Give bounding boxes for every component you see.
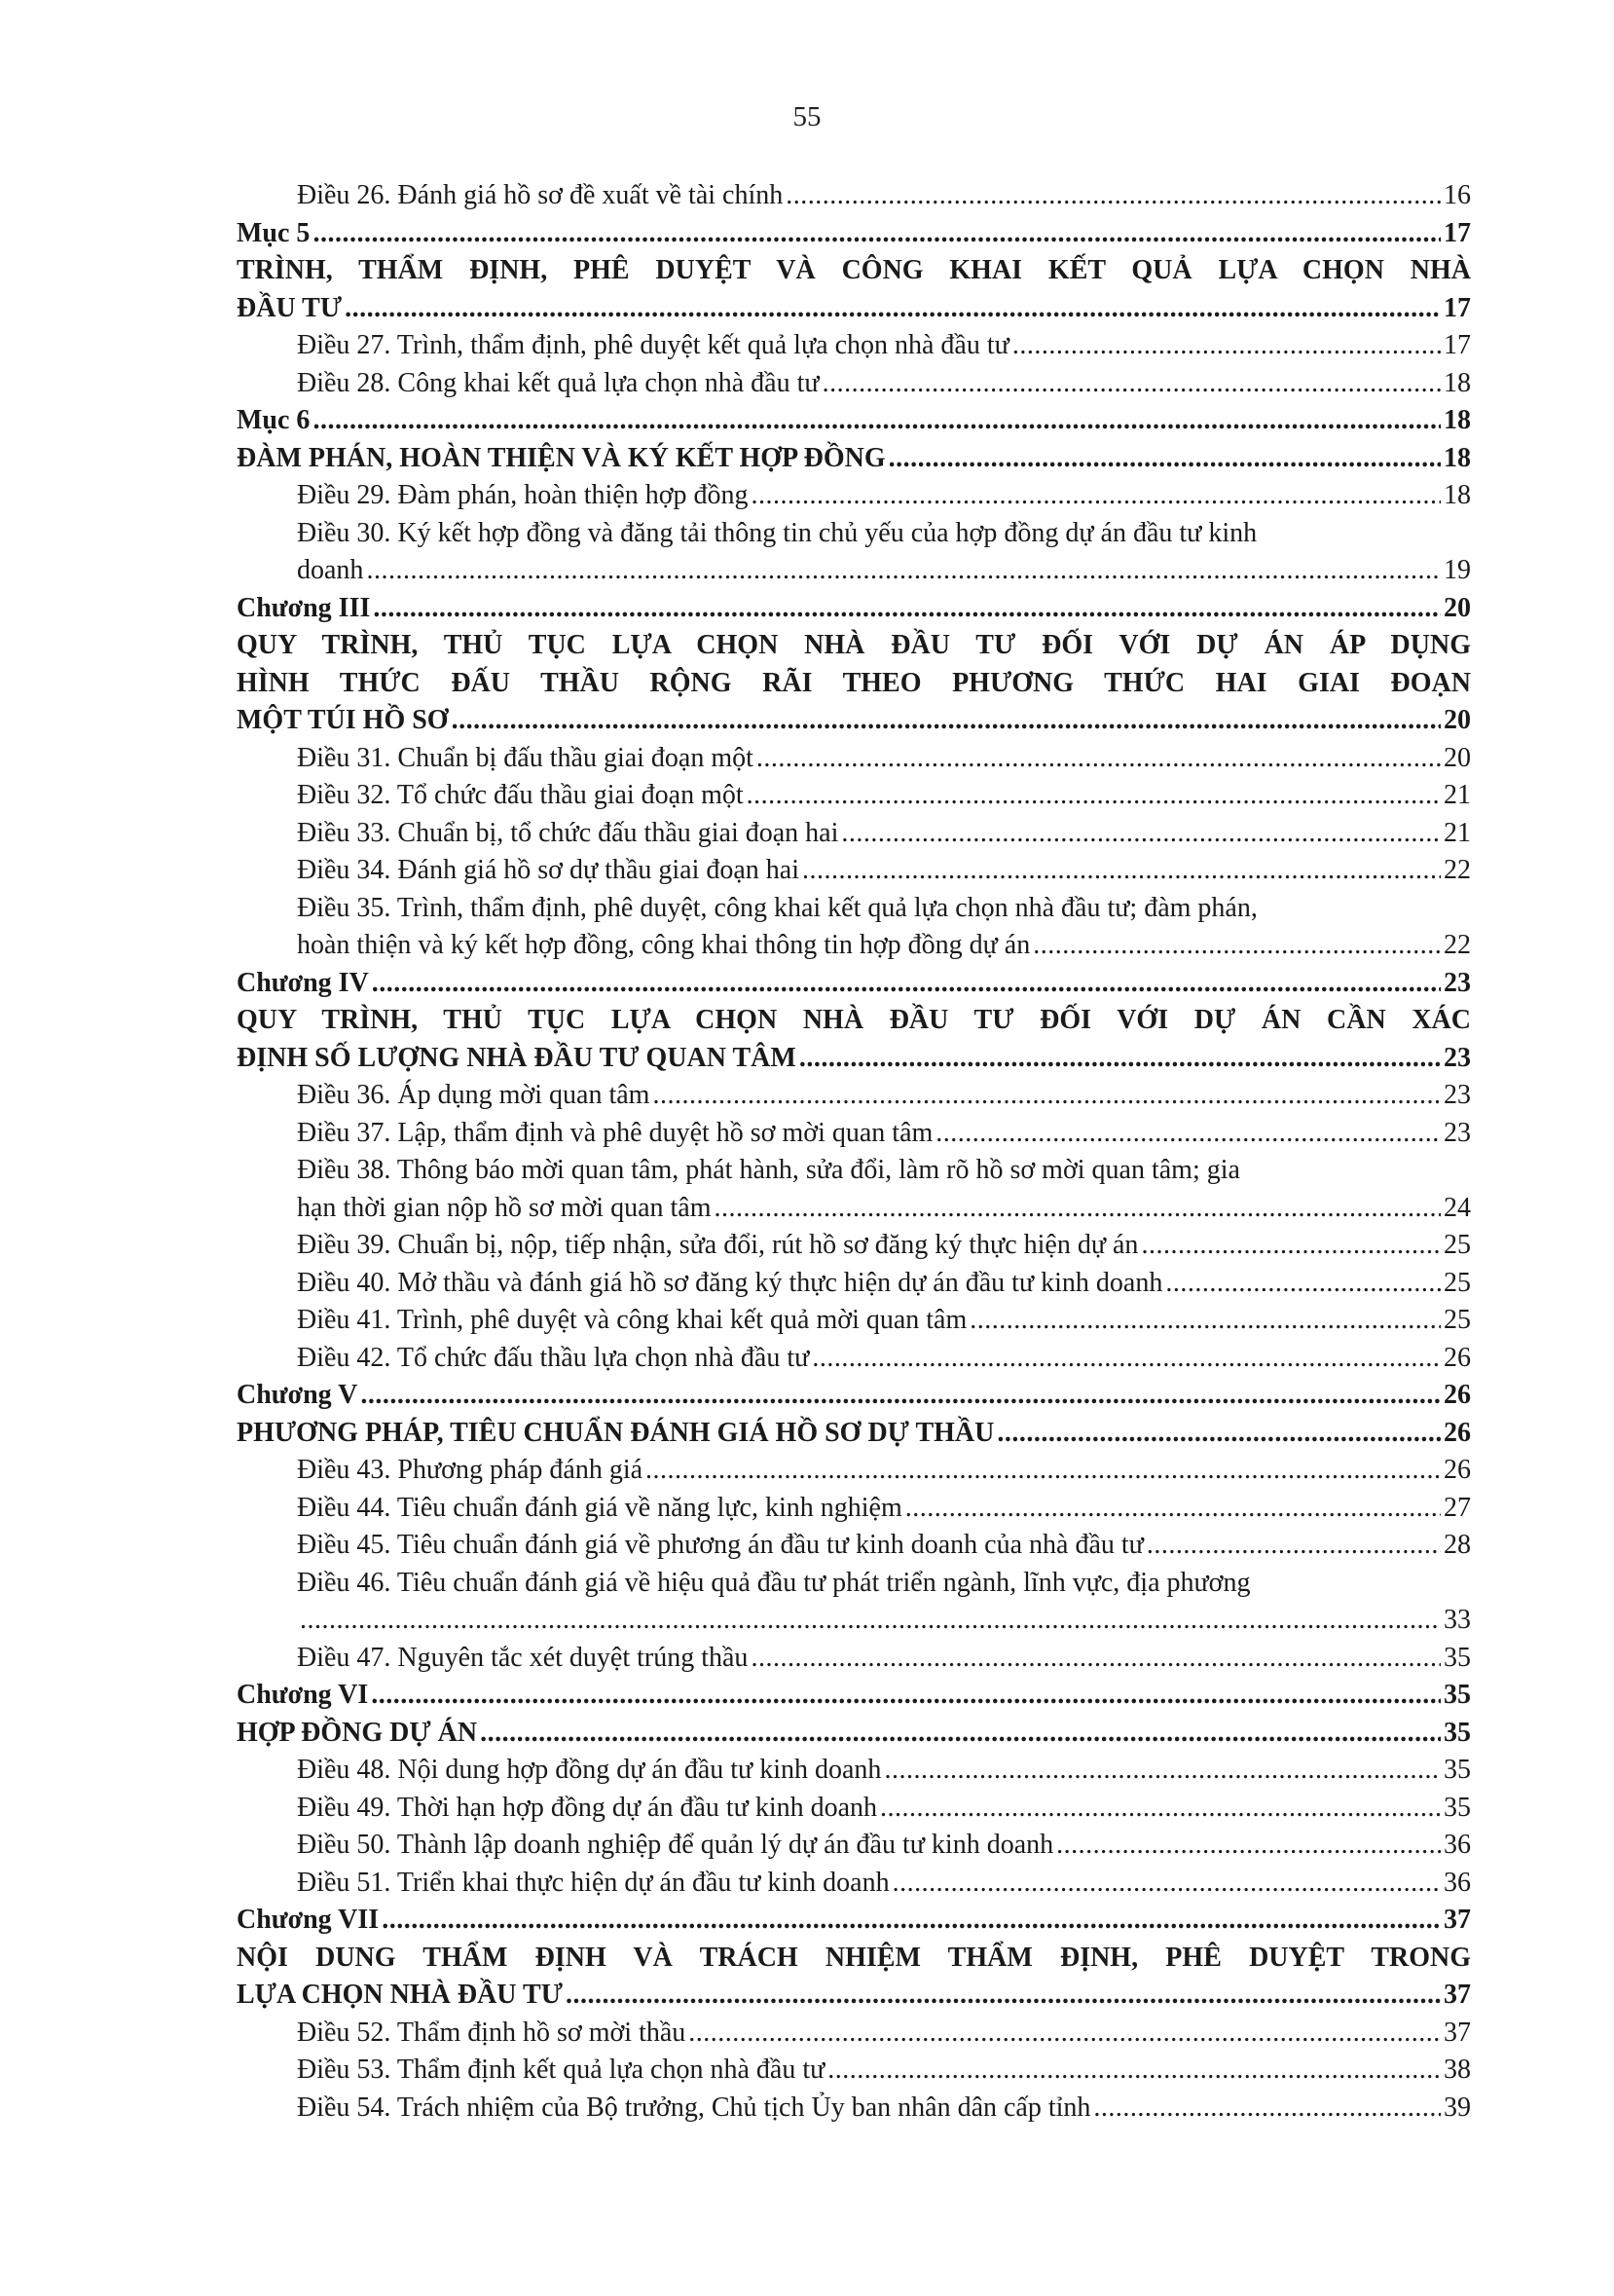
dot-leader: [372, 965, 1441, 1003]
toc-page-number: 26: [1444, 1380, 1471, 1410]
toc-heading-entry: [237, 1902, 1471, 1940]
toc-article-entry: [237, 477, 1471, 515]
toc-entry-text: Điều 50. Thành lập doanh nghiệp để quản lý dự án đầu tư kinh doanh: [297, 1830, 1054, 1860]
dot-leader: [756, 740, 1441, 778]
toc-entry-text: Điều 51. Triển khai thực hiện dự án đầu tư kinh doanh: [297, 1867, 890, 1898]
toc-page-number: 25: [1444, 1305, 1471, 1335]
dot-leader: [382, 1902, 1441, 1940]
toc-article-entry: [237, 1340, 1471, 1378]
toc-article-entry: [237, 1190, 1471, 1228]
toc-heading-entry: [237, 1677, 1471, 1715]
toc-entry-text: Điều 30. Ký kết hợp đồng và đăng tải thông tin chủ yếu của hợp đồng dự án đầu tư kinh: [297, 517, 1258, 548]
dot-leader: [480, 1715, 1441, 1753]
toc-entry-text: Mục 5: [237, 217, 311, 248]
toc-page-number: 37: [1444, 1980, 1471, 2010]
toc-article-entry: [237, 1527, 1471, 1565]
toc-heading-entry: [237, 590, 1471, 628]
dot-leader: [1056, 1827, 1441, 1865]
dot-leader: [841, 815, 1441, 853]
toc-article-entry: [237, 777, 1471, 815]
toc-article-entry: [237, 327, 1471, 365]
dot-leader: [799, 1040, 1441, 1078]
toc-article-entry: [237, 177, 1471, 215]
toc-entry-text: NỘI DUNG THẨM ĐỊNH VÀ TRÁCH NHIỆM THẨM ĐỊNH, PHÊ DUYỆT TRONG: [237, 1942, 1471, 1973]
dot-leader: [889, 440, 1441, 478]
toc-heading-line: [237, 890, 1471, 928]
toc-article-entry: [237, 815, 1471, 853]
toc-article-entry: [237, 1302, 1471, 1340]
toc-entry-text: Điều 42. Tổ chức đấu thầu lựa chọn nhà đầu tư: [297, 1342, 810, 1373]
toc-article-entry: [237, 1490, 1471, 1528]
toc-page-number: 26: [1444, 1342, 1471, 1373]
dot-leader: [997, 1415, 1441, 1453]
toc-page-number: 38: [1444, 2055, 1471, 2085]
toc-entry-text: Mục 6: [237, 405, 311, 435]
toc-heading-line: [237, 1002, 1471, 1040]
dot-leader: [827, 2052, 1441, 2090]
dot-leader: [645, 1452, 1441, 1490]
toc-page-number: 18: [1444, 480, 1471, 510]
toc-page-number: 37: [1444, 1905, 1471, 1935]
toc-page-number: 18: [1444, 442, 1471, 473]
toc-entry-text: HỢP ĐỒNG DỰ ÁN: [237, 1717, 478, 1748]
toc-page-number: 19: [1444, 555, 1471, 585]
toc-entry-text: Điều 53. Thẩm định kết quả lựa chọn nhà đầu tư: [297, 2055, 825, 2085]
dot-leader: [893, 1865, 1441, 1903]
toc-page-number: 35: [1444, 1792, 1471, 1823]
toc-page-number: 18: [1444, 367, 1471, 398]
toc-entry-text: Điều 43. Phương pháp đánh giá: [297, 1455, 643, 1485]
toc-heading-line: [237, 627, 1471, 665]
toc-entry-text: Điều 44. Tiêu chuẩn đánh giá về năng lực, kinh nghiệm: [297, 1492, 902, 1523]
toc-article-entry: [237, 1115, 1471, 1153]
dot-leader: [905, 1490, 1441, 1528]
toc-entry-text: Chương III: [237, 592, 371, 623]
toc-page-number: 35: [1444, 1755, 1471, 1785]
toc-page-number: 35: [1444, 1642, 1471, 1673]
toc-page-number: 23: [1444, 1042, 1471, 1073]
dot-leader: [373, 590, 1441, 628]
dot-leader: [802, 852, 1441, 890]
toc-heading-entry: [237, 1040, 1471, 1078]
dot-leader: [345, 290, 1441, 328]
toc-article-entry: [237, 1752, 1471, 1790]
dot-leader: [880, 1790, 1441, 1828]
dot-leader: [312, 215, 1441, 253]
dot-leader: [751, 1640, 1441, 1678]
dot-leader: [452, 702, 1441, 740]
toc-article-entry: [237, 2015, 1471, 2053]
toc-article-entry: [237, 1602, 1471, 1640]
toc-page-number: 28: [1444, 1530, 1471, 1560]
toc-article-entry: [237, 1452, 1471, 1490]
toc-page-number: 21: [1444, 817, 1471, 848]
dot-leader: [884, 1752, 1441, 1790]
toc-page-number: 17: [1444, 330, 1471, 360]
toc-article-entry: [237, 2090, 1471, 2128]
page-number: 55: [792, 101, 822, 132]
toc-entry-text: doanh: [297, 555, 364, 585]
toc-page-number: 20: [1444, 705, 1471, 735]
toc-entry-text: QUY TRÌNH, THỦ TỤC LỰA CHỌN NHÀ ĐẦU TƯ ĐỐI VỚI DỰ ÁN CẦN XÁC: [237, 1005, 1471, 1035]
dot-leader: [688, 2015, 1441, 2053]
toc-article-entry: [237, 927, 1471, 965]
dot-leader: [970, 1302, 1441, 1340]
toc-article-entry: [237, 852, 1471, 890]
toc-article-entry: [237, 365, 1471, 403]
toc-page-number: 27: [1444, 1492, 1471, 1523]
toc-article-entry: [237, 1640, 1471, 1678]
toc-entry-text: Điều 35. Trình, thẩm định, phê duyệt, công khai kết quả lựa chọn nhà đầu tư; đàm phán,: [297, 892, 1258, 923]
dot-leader: [360, 1377, 1441, 1415]
dot-leader: [300, 1602, 1441, 1640]
toc-page-number: 22: [1444, 855, 1471, 885]
toc-article-entry: [237, 1865, 1471, 1903]
toc-heading-entry: [237, 402, 1471, 440]
toc-entry-text: Điều 32. Tổ chức đấu thầu giai đoạn một: [297, 780, 744, 810]
toc-entry-text: QUY TRÌNH, THỦ TỤC LỰA CHỌN NHÀ ĐẦU TƯ ĐỐI VỚI DỰ ÁN ÁP DỤNG: [237, 630, 1471, 660]
toc-page-number: 26: [1444, 1455, 1471, 1485]
dot-leader: [1033, 927, 1441, 965]
toc-page-number: 36: [1444, 1867, 1471, 1898]
toc-heading-entry: [237, 1377, 1471, 1415]
toc-article-entry: [237, 1790, 1471, 1828]
dot-leader: [1093, 2090, 1441, 2128]
toc-article-entry: [237, 740, 1471, 778]
toc-entry-text: ĐỊNH SỐ LƯỢNG NHÀ ĐẦU TƯ QUAN TÂM: [237, 1042, 796, 1073]
toc-page-number: 36: [1444, 1830, 1471, 1860]
toc-entry-text: Điều 29. Đàm phán, hoàn thiện hợp đồng: [297, 480, 749, 510]
toc-page-number: 35: [1444, 1717, 1471, 1748]
toc-entry-text: PHƯƠNG PHÁP, TIÊU CHUẨN ĐÁNH GIÁ HỒ SƠ DỰ THẦU: [237, 1417, 995, 1448]
toc-entry-text: TRÌNH, THẨM ĐỊNH, PHÊ DUYỆT VÀ CÔNG KHAI KẾT QUẢ LỰA CHỌN NHÀ: [237, 255, 1471, 285]
toc-page-number: 39: [1444, 2092, 1471, 2123]
toc-entry-text: Điều 26. Đánh giá hồ sơ đề xuất về tài chính: [297, 180, 784, 210]
toc-entry-text: Điều 37. Lập, thẩm định và phê duyệt hồ sơ mời quan tâm: [297, 1117, 934, 1148]
toc-entry-text: ĐẦU TƯ: [237, 292, 343, 323]
toc-heading-entry: [237, 290, 1471, 328]
toc-article-entry: [237, 552, 1471, 590]
toc-entry-text: Điều 31. Chuẩn bị đấu thầu giai đoạn một: [297, 742, 753, 773]
toc-heading-line: [237, 665, 1471, 703]
toc-entry-text: Điều 34. Đánh giá hồ sơ dự thầu giai đoạn hai: [297, 855, 799, 885]
toc-entry-text: Điều 40. Mở thầu và đánh giá hồ sơ đăng ký thực hiện dự án đầu tư kinh doanh: [297, 1267, 1163, 1298]
toc-entry-text: Điều 52. Thẩm định hồ sơ mời thầu: [297, 2017, 686, 2048]
toc-entry-text: Điều 49. Thời hạn hợp đồng dự án đầu tư kinh doanh: [297, 1792, 878, 1823]
toc-heading-line: [237, 1565, 1471, 1603]
toc-entry-text: hoàn thiện và ký kết hợp đồng, công khai thông tin hợp đồng dự án: [297, 930, 1031, 960]
toc-entry-text: Chương IV: [237, 967, 369, 998]
toc-page-number: 33: [1444, 1605, 1471, 1635]
toc-page-number: 20: [1444, 592, 1471, 623]
toc-page-number: 22: [1444, 930, 1471, 960]
dot-leader: [747, 777, 1441, 815]
toc-heading-entry: [237, 965, 1471, 1003]
toc-entry-text: Điều 27. Trình, thẩm định, phê duyệt kết quả lựa chọn nhà đầu tư: [297, 330, 1009, 360]
toc-article-entry: [237, 1265, 1471, 1303]
dot-leader: [1012, 327, 1441, 365]
toc-entry-text: Chương V: [237, 1380, 358, 1410]
toc-article-entry: [237, 1077, 1471, 1115]
toc-page-number: 20: [1444, 742, 1471, 773]
toc-heading-line: [237, 1152, 1471, 1190]
toc-page-number: 21: [1444, 780, 1471, 810]
toc-heading-line: [237, 1940, 1471, 1978]
toc-entry-text: Điều 45. Tiêu chuẩn đánh giá về phương án đầu tư kinh doanh của nhà đầu tư: [297, 1530, 1144, 1560]
toc-page-number: 17: [1444, 217, 1471, 248]
toc-entry-text: LỰA CHỌN NHÀ ĐẦU TƯ: [237, 1980, 563, 2010]
toc-heading-line: [237, 252, 1471, 290]
toc-heading-entry: [237, 440, 1471, 478]
dot-leader: [566, 1977, 1441, 2015]
dot-leader: [812, 1340, 1441, 1378]
toc-page-number: 17: [1444, 292, 1471, 323]
dot-leader: [714, 1190, 1441, 1228]
dot-leader: [652, 1077, 1441, 1115]
toc-page-number: 26: [1444, 1417, 1471, 1448]
toc-heading-entry: [237, 702, 1471, 740]
toc-page-number: 24: [1444, 1192, 1471, 1223]
toc-page-number: 35: [1444, 1680, 1471, 1710]
toc-entry-text: Chương VII: [237, 1905, 380, 1935]
toc-entry-text: MỘT TÚI HỒ SƠ: [237, 705, 449, 735]
table-of-contents: [237, 177, 1471, 2127]
toc-entry-text: Điều 39. Chuẩn bị, nộp, tiếp nhận, sửa đổi, rút hồ sơ đăng ký thực hiện dự án: [297, 1230, 1139, 1260]
toc-entry-text: Chương VI: [237, 1680, 369, 1710]
toc-heading-entry: [237, 1715, 1471, 1753]
dot-leader: [935, 1115, 1441, 1153]
toc-heading-entry: [237, 1977, 1471, 2015]
toc-entry-text: Điều 48. Nội dung hợp đồng dự án đầu tư kinh doanh: [297, 1755, 882, 1785]
toc-page-number: 23: [1444, 1080, 1471, 1110]
toc-page-number: 25: [1444, 1230, 1471, 1260]
toc-page-number: 25: [1444, 1267, 1471, 1298]
dot-leader: [1141, 1227, 1441, 1265]
dot-leader: [371, 1677, 1441, 1715]
dot-leader: [752, 477, 1441, 515]
toc-entry-text: Điều 28. Công khai kết quả lựa chọn nhà đầu tư: [297, 367, 820, 398]
toc-entry-text: HÌNH THỨC ĐẤU THẦU RỘNG RÃI THEO PHƯƠNG THỨC HAI GIAI ĐOẠN: [237, 667, 1471, 698]
toc-entry-text: Điều 33. Chuẩn bị, tổ chức đấu thầu giai đoạn hai: [297, 817, 839, 848]
toc-entry-text: Điều 54. Trách nhiệm của Bộ trưởng, Chủ tịch Ủy ban nhân dân cấp tỉnh: [297, 2092, 1091, 2123]
toc-page-number: 23: [1444, 967, 1471, 998]
dot-leader: [366, 552, 1441, 590]
toc-entry-text: hạn thời gian nộp hồ sơ mời quan tâm: [297, 1192, 712, 1223]
dot-leader: [312, 402, 1441, 440]
toc-article-entry: [237, 1227, 1471, 1265]
toc-page-number: 16: [1444, 180, 1471, 210]
dot-leader: [786, 177, 1441, 215]
toc-article-entry: [237, 1827, 1471, 1865]
toc-page-number: 23: [1444, 1117, 1471, 1148]
toc-entry-text: Điều 46. Tiêu chuẩn đánh giá về hiệu quả đầu tư phát triển ngành, lĩnh vực, địa phương: [297, 1567, 1251, 1598]
toc-page-number: 18: [1444, 405, 1471, 435]
toc-entry-text: Điều 41. Trình, phê duyệt và công khai kết quả mời quan tâm: [297, 1305, 968, 1335]
toc-heading-line: [237, 515, 1471, 553]
toc-page-number: 37: [1444, 2017, 1471, 2048]
toc-heading-entry: [237, 1415, 1471, 1453]
toc-entry-text: Điều 36. Áp dụng mời quan tâm: [297, 1080, 650, 1110]
dot-leader: [1147, 1527, 1441, 1565]
toc-article-entry: [237, 2052, 1471, 2090]
dot-leader: [1165, 1265, 1441, 1303]
toc-entry-text: Điều 38. Thông báo mời quan tâm, phát hành, sửa đổi, làm rõ hồ sơ mời quan tâm; gia: [297, 1155, 1240, 1185]
toc-heading-entry: [237, 215, 1471, 253]
toc-entry-text: Điều 47. Nguyên tắc xét duyệt trúng thầu: [297, 1642, 749, 1673]
toc-entry-text: ĐÀM PHÁN, HOÀN THIỆN VÀ KÝ KẾT HỢP ĐỒNG: [237, 442, 886, 473]
dot-leader: [823, 365, 1441, 403]
